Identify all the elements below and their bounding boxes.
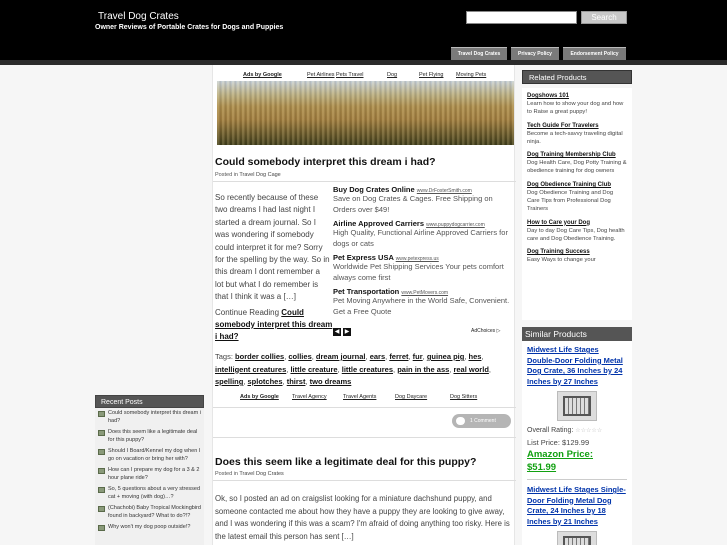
divider [527,479,627,480]
tag-link[interactable]: ears [369,352,386,361]
nav-privacy-policy[interactable]: Privacy Policy [511,47,559,60]
product-rating [527,425,627,437]
comment-count[interactable]: 1 Comment [470,418,496,424]
related-product-link[interactable]: How to Care your Dog [527,219,591,226]
divider [213,437,516,438]
post-excerpt: Ok, so I posted an ad on craigslist looking for a miniature dachshund puppy, and someone contacted me about how they have a puppy they are looking to give away, and I was wondering if this was a scam? I'm afraid of doing anything too risky. Here is the latest email this person has sent […] [215,494,510,541]
right-sidebar [522,65,632,545]
ads-by-google-label[interactable]: Ads by Google [240,394,279,400]
ad-url[interactable]: www.petexpress.us [395,256,439,262]
search-button[interactable]: Search [581,11,627,24]
tags-label: Tags: [215,352,233,361]
dog-crate-icon [563,396,591,416]
posted-in-label: Posted in [215,172,238,178]
post-thumbnail-icon [98,506,105,512]
post-category-link[interactable]: Travel Dog Crates [239,471,284,477]
rating-stars-icon: ☆☆☆☆☆ [575,428,603,434]
posted-in-label: Posted in [215,471,238,477]
post-category-link[interactable]: Travel Dog Cage [239,172,281,178]
similar-products-list [522,341,632,545]
ad-link[interactable]: Dog Daycare [395,394,428,400]
ad-description: Save on Dog Crates & Cages. Free Shipping on Orders over $49! [333,194,493,214]
post-tags: Tags: border collies, collies, dream journal, ears, ferret, fur, guinea pig, hes, intelligent creatures, little creature, little creatures, pain in the ass, real world, spelling, splotches, thirst, two dreams [215,352,491,386]
inline-ad[interactable] [333,185,516,215]
main-content [212,65,515,545]
related-product-desc: Learn how to show your dog and how to Raise a great puppy! [527,101,624,116]
ad-link[interactable]: Dog [387,72,398,78]
nav-endorsement-policy[interactable]: Endorsement Policy [563,47,626,60]
inline-ad[interactable] [333,287,516,317]
tag-link[interactable]: dream journal [315,352,366,361]
ad-link[interactable]: Moving Pets [456,72,487,78]
speech-bubble-icon [456,417,465,425]
recent-post-link[interactable]: Why won't my dog poop outside!? [108,524,191,530]
recent-post-item[interactable] [95,503,204,522]
inline-ad[interactable] [333,219,516,249]
post-thumbnail-icon [98,525,105,531]
ad-title[interactable]: Pet Transportation [333,287,400,296]
recent-post-item[interactable] [95,408,204,427]
recent-post-item[interactable] [95,465,204,484]
recent-post-link[interactable]: Does this seem like a legitimate deal for this puppy? [108,429,198,443]
tag-link[interactable]: collies [288,352,312,361]
tag-link[interactable]: hes [468,352,482,361]
ad-link[interactable]: Travel Agents [343,394,377,400]
related-products-heading: Related Products [522,70,632,84]
related-product-link[interactable]: Dog Training Membership Club [527,152,616,159]
related-product-desc: Dog Health Care, Dog Potty Training & obedience training for dog owners [527,160,627,175]
recent-post-item[interactable] [95,484,204,503]
ads-by-google-label[interactable]: Ads by Google [243,72,282,78]
post-thumbnail-icon [98,411,105,417]
inline-ad-block [333,185,516,317]
amazon-price-label[interactable]: Amazon Price: [527,449,593,460]
product-thumbnail[interactable] [557,391,597,421]
divider [213,181,516,182]
tag-link[interactable]: spelling [215,377,244,386]
divider [213,407,516,408]
tag-link[interactable]: little creature [290,364,338,374]
related-product-desc: Day to day Dog Care Tips, Dog health care and Dog Obedience Training. [527,227,625,242]
recent-post-link[interactable]: (Chachobi) Baby Tropical Mockingbird found in backyard? What to do?!? [108,505,201,519]
product-title-link[interactable]: Midwest Life Stages Single-Door Folding Metal Dog Crate, 24 Inches by 18 Inches by 21 Inches [527,485,626,526]
recent-post-link[interactable]: How can I prepare my dog for a 3 & 2 hour plane ride? [108,467,200,481]
ad-title[interactable]: Buy Dog Crates Online [333,185,415,194]
tag-link[interactable]: little creatures [341,364,394,374]
recent-post-item[interactable] [95,522,204,534]
similar-products-heading: Similar Products [522,327,632,341]
post-thumbnail-icon [98,487,105,493]
search-input[interactable] [466,11,577,24]
tag-link[interactable]: thirst [286,377,306,386]
related-product-link[interactable]: Dogshows 101 [527,93,570,99]
continue-label: Continue Reading [215,308,280,317]
recent-post-link[interactable]: Could somebody interpret this dream i had? [108,410,201,424]
rating-label: Overall Rating: [527,427,574,434]
nav-travel-dog-crates[interactable]: Travel Dog Crates [451,47,507,60]
post-thumbnail-icon [98,449,105,455]
recent-post-item[interactable] [95,446,204,465]
ad-next-arrow-icon[interactable]: ▶ [344,329,350,335]
tag-link[interactable]: ferret [389,352,409,361]
related-products-list [522,88,632,320]
recent-post-link[interactable]: Should I Board/Kennel my dog when I go on vacation or bring her with? [108,448,201,462]
related-product-link[interactable]: Tech Guide For Travelers [527,122,599,129]
ad-url[interactable]: www.puppydogcarrier.com [426,222,485,228]
tag-link[interactable]: real world [453,364,489,374]
related-product-link[interactable]: Dog Training Success [527,249,590,256]
post-excerpt: So recently because of these two dreams I had last night I started a dream journal. So I was wondering if somebody could interpret it for me? Sorry for the spelling by the way. So in this dream I dont remember a lot but what I do remember is that I think it was a […] [215,193,330,302]
wheat-field-image [217,81,514,145]
related-product-desc: Become a tech-savvy traveling digital ninja. [527,130,623,145]
ad-url[interactable]: www.PetMovers.com [401,290,449,296]
comment-button[interactable] [452,414,511,428]
tag-link[interactable]: border collies [235,352,285,361]
site-description: Owner Reviews of Portable Crates for Dogs and Puppies [95,24,284,31]
tag-link[interactable]: splotches [247,377,283,386]
ad-prev-arrow-icon[interactable]: ◀ [334,329,340,335]
tag-link[interactable]: two dreams [309,377,352,386]
continue-reading-link[interactable]: Could somebody interpret this dream i had? [215,308,333,341]
post-thumbnail-icon [98,430,105,436]
ad-title[interactable]: Airline Approved Carriers [333,219,424,228]
ad-url[interactable]: www.DrFosterSmith.com [416,188,472,194]
adchoices-link[interactable]: AdChoices ▷ [471,328,501,334]
recent-posts-widget [95,395,204,545]
ad-link[interactable]: Pet Airlines [307,72,335,78]
amazon-price-value[interactable]: $51.99 [527,462,557,473]
tag-link[interactable]: intelligent creatures [215,364,287,374]
post-meta [215,471,284,477]
site-header [0,0,727,60]
inline-ad[interactable] [333,253,516,283]
continue-reading [215,307,333,343]
ad-link[interactable]: Pet Flying [419,72,444,78]
recent-post-link[interactable]: So, 5 questions about a very stressed cat + moving (with dog)…? [108,486,201,500]
product-thumbnail[interactable] [557,531,597,545]
ad-link[interactable]: Dog Sitters [450,394,478,400]
related-product-desc: Easy Ways to change your [527,257,596,264]
related-product-link[interactable]: Dog Obedience Training Club [527,181,612,188]
ad-description: High Quality, Functional Airline Approved Carriers for dogs or cats [333,228,508,248]
ad-description: Pet Moving Anywhere in the World Safe, Convenient. Get a Free Quote [333,296,510,316]
list-price: List Price: $129.99 [527,438,590,447]
recent-post-item[interactable] [95,427,204,446]
ad-description: Worldwide Pet Shipping Services Your pets comfort always come first [333,262,504,282]
post-title[interactable]: Could somebody interpret this dream i had? [215,156,436,168]
ad-title[interactable]: Pet Express USA [333,253,394,262]
ad-links-bottom [213,394,516,404]
recent-posts-heading: Recent Posts [95,395,204,408]
ad-link[interactable]: Travel Agency [292,394,327,400]
dog-crate-icon [563,536,591,545]
ad-link[interactable]: Pets Travel [336,72,364,78]
site-title[interactable]: Travel Dog Crates [98,11,179,22]
tag-link[interactable]: fur [412,352,423,361]
post-title[interactable]: Does this seem like a legitimate deal for this puppy? [215,456,477,468]
divider [213,480,516,481]
tag-link[interactable]: guinea pig [426,352,465,361]
tag-link[interactable]: pain in the ass [397,364,450,374]
post-meta [215,172,281,178]
related-product-desc: Dog Obedience Training and Dog Care Tips from Professional Dog Trainers [527,189,614,213]
post-thumbnail-icon [98,468,105,474]
product-title-link[interactable]: Midwest Life Stages Double-Door Folding Metal Dog Crate, 36 Inches by 24 Inches by 27 Inches [527,345,623,386]
